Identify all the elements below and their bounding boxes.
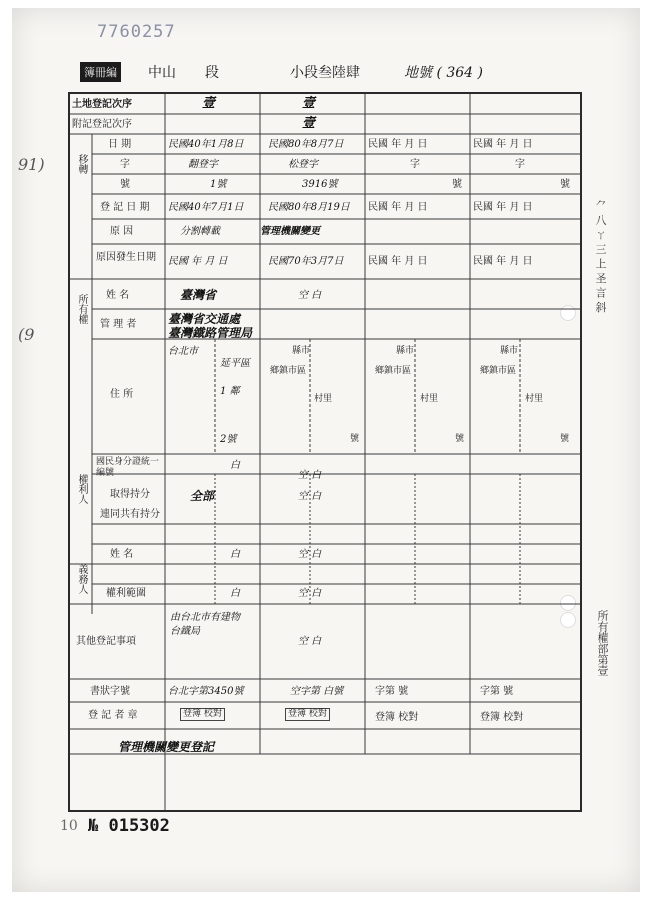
label-rights-scope: 取得持分 (110, 489, 150, 500)
col1-word: 翻登字 (188, 159, 218, 170)
col4-date: 民國 年 月 日 (473, 139, 533, 150)
label-ob-rights: 權利範圍 (106, 588, 146, 599)
col3-receipt: 字第 號 (375, 686, 409, 697)
col1-name: 臺灣省 (180, 288, 217, 302)
col1-reason-date: 民國 年 月 日 (168, 256, 228, 267)
col2-other-1: 空 白 (298, 636, 322, 647)
col3-reg-date: 民國 年 月 日 (368, 202, 428, 213)
col1-date: 民國40年1月8日 (168, 139, 244, 150)
label-number: 號 (120, 179, 130, 190)
label-attached-order: 附記登記次序 (72, 119, 132, 130)
label-address: 住 所 (110, 389, 134, 400)
label-other: 其他登記事項 (76, 636, 136, 647)
col2-registrar-stamp: 登簿 校對 (285, 708, 330, 721)
side-label-transfer: 移轉 (76, 154, 87, 174)
label-id: 國民身分證統一編號 (96, 457, 160, 478)
col1-reason: 分割轉載 (180, 226, 220, 237)
label-reason: 原 因 (110, 226, 134, 237)
col1-addr-city: 台北市 (168, 346, 198, 357)
col2-rights: 空 白 (298, 491, 322, 502)
col3-addr-no: 號 (455, 434, 465, 444)
serial-number: № 015302 (88, 816, 170, 836)
col1-id: 白 (230, 460, 240, 471)
col2-reason-date: 民國70年3月7日 (268, 256, 344, 267)
col1-ob-rights: 白 (230, 588, 240, 599)
col1-addr-no: 2號 (220, 434, 237, 445)
registration-table (68, 92, 582, 812)
col2-name: 空 白 (298, 290, 322, 301)
col1-number: 1號 (210, 179, 227, 190)
col2-attached: 壹 (302, 116, 316, 131)
col3-date: 民國 年 月 日 (368, 139, 428, 150)
subsection-label: 小段叁陸肆 (290, 65, 360, 81)
col2-word: 松登字 (288, 159, 318, 170)
book-badge: 簿冊編 (80, 62, 121, 82)
label-registrar: 登 記 者 章 (88, 710, 138, 721)
col1-reg-date: 民國40年7月1日 (168, 202, 244, 213)
side-label-holder: 權利人 (76, 474, 87, 504)
col1-manager-2: 臺灣鐵路管理局 (168, 326, 253, 340)
label-reason-date: 原因發生日期 (96, 252, 156, 263)
margin-note-left-mid: (9 (18, 325, 35, 344)
col4-addr-no: 號 (560, 434, 570, 444)
land-number: 地號 ( 364 ) (404, 65, 483, 81)
col2-order: 壹 (302, 96, 316, 111)
col2-addr-li: 村里 (314, 394, 333, 404)
col3-number: 號 (452, 179, 462, 190)
col2-date: 民國80年8月7日 (268, 139, 344, 150)
col1-addr-dist: 延平區 (220, 358, 250, 369)
stamp-number: 7760257 (97, 22, 176, 42)
side-label-obligor: 義務人 (76, 564, 87, 594)
label-word: 字 (120, 159, 130, 170)
margin-note-right-bottom: 所有權部第壹 (596, 610, 609, 676)
side-label-owner: 所有權 (76, 294, 87, 324)
label-ob-name: 姓 名 (110, 549, 134, 560)
district-name: 中山 (148, 65, 176, 81)
col4-registrar: 登簿 校對 (480, 712, 524, 723)
col3-reason-date: 民國 年 月 日 (368, 256, 428, 267)
col2-reason: 管理機關變更 (260, 226, 320, 237)
col4-addr-dist: 鄉鎮市區 (480, 366, 517, 376)
col2-addr-no: 號 (350, 434, 360, 444)
col4-number: 號 (560, 179, 570, 190)
label-reg-date: 登 記 日 期 (100, 202, 150, 213)
col2-receipt: 空字第 白號 (290, 686, 344, 697)
col4-word: 字 (515, 159, 525, 170)
col3-addr-dist: 鄉鎮市區 (375, 366, 412, 376)
footer-note: 管理機關變更登記 (118, 740, 215, 754)
margin-note-left-top: 91) (18, 155, 45, 174)
label-name: 姓 名 (106, 290, 130, 301)
col4-addr-li: 村里 (525, 394, 544, 404)
col1-receipt: 台北字第3450號 (168, 686, 244, 697)
col1-order: 壹 (202, 96, 216, 111)
label-reg-order: 土地登記次序 (72, 99, 132, 110)
col3-addr-li: 村里 (420, 394, 439, 404)
col1-ob-name: 白 (230, 549, 240, 560)
col1-manager-1: 臺灣省交通處 (168, 312, 241, 326)
serial-prefix: 10 (60, 818, 78, 834)
col4-addr-city: 縣市 (500, 346, 519, 356)
label-date: 日 期 (108, 139, 132, 150)
label-manager: 管 理 者 (100, 319, 137, 330)
col2-id: 空 白 (298, 470, 322, 481)
col2-addr-city: 縣市 (292, 346, 311, 356)
col1-other-1: 由台北市有建物 (170, 612, 240, 623)
section-label: 段 (205, 65, 219, 81)
col3-registrar: 登簿 校對 (375, 712, 419, 723)
col1-other-2: 台鐵局 (170, 626, 200, 637)
col2-addr-dist: 鄉鎮市區 (270, 366, 307, 376)
col3-addr-city: 縣市 (396, 346, 415, 356)
label-receipt: 書狀字號 (90, 686, 130, 697)
col4-reg-date: 民國 年 月 日 (473, 202, 533, 213)
col2-ob-name: 空 白 (298, 549, 322, 560)
col1-addr-li: 1 鄰 (220, 386, 240, 397)
col2-reg-date: 民國80年8月19日 (268, 202, 350, 213)
margin-note-right-top: ⺈ 八 ㄚ 三 上 圣 言 斜 (594, 200, 607, 313)
col4-receipt: 字第 號 (480, 686, 514, 697)
col2-number: 3916號 (302, 179, 338, 190)
col3-word: 字 (410, 159, 420, 170)
col4-reason-date: 民國 年 月 日 (473, 256, 533, 267)
label-portion: 連同共有持分 (100, 509, 160, 520)
col1-registrar-stamp: 登簿 校對 (180, 708, 225, 721)
col2-ob-rights: 空 白 (298, 588, 322, 599)
col1-rights: 全部 (190, 489, 215, 503)
